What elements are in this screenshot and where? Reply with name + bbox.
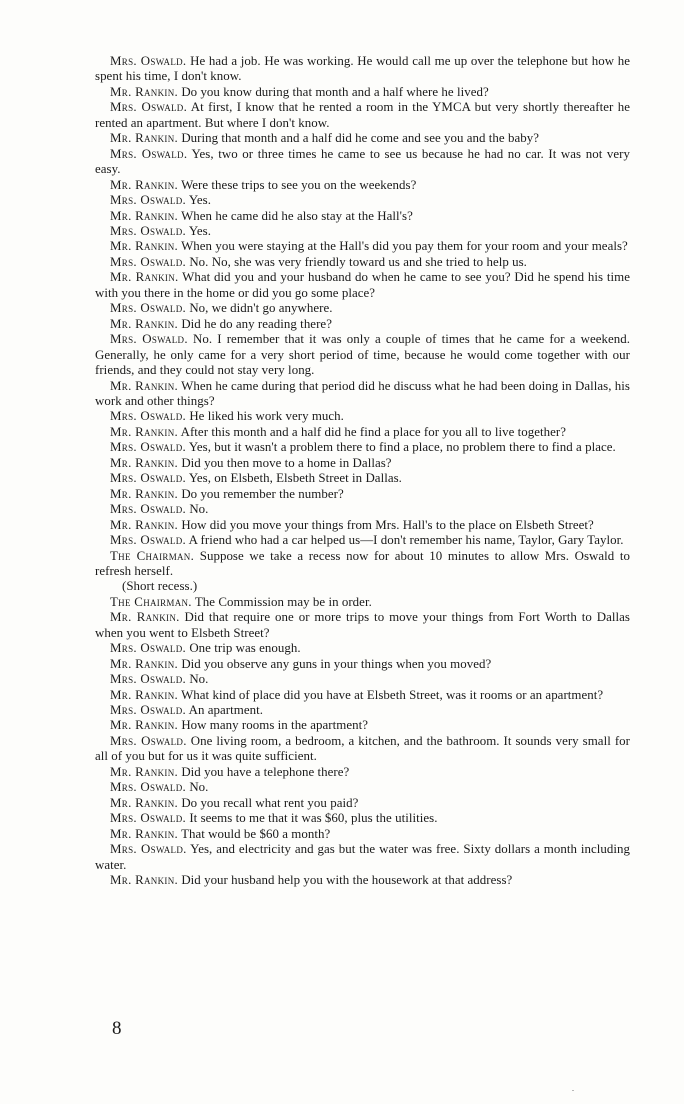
testimony-paragraph <box>95 209 630 224</box>
testimony-paragraph <box>95 224 630 239</box>
speaker-name: The Chairman. <box>110 594 192 609</box>
testimony-paragraph <box>95 796 630 811</box>
spoken-text: What did you and your husband do when he came to see you? Did he spend his time with you there in the home or did you go some place? <box>95 270 630 300</box>
testimony-paragraph <box>95 672 630 687</box>
testimony-paragraph <box>95 765 630 780</box>
speaker-name: Mr. Rankin. <box>110 764 179 779</box>
testimony-paragraph <box>95 440 630 455</box>
speaker-name: Mrs. Oswald. <box>110 301 187 316</box>
testimony-paragraph <box>95 703 630 718</box>
spoken-text: One living room, a bedroom, a kitchen, and the bathroom. It sounds very small for all of you but for us it was quite sufficient. <box>95 733 630 764</box>
testimony-paragraph <box>95 239 630 254</box>
speaker-name: Mr. Rankin. <box>110 455 179 470</box>
testimony-paragraph <box>95 657 630 672</box>
testimony-transcript <box>95 54 630 888</box>
speaker-name: Mr. Rankin. <box>110 84 179 99</box>
speaker-name: Mr. Rankin. <box>110 517 179 532</box>
testimony-paragraph <box>95 518 630 533</box>
speaker-name: The Chairman. <box>110 548 195 563</box>
spoken-text: One trip was enough. <box>189 641 301 656</box>
testimony-paragraph <box>95 502 630 517</box>
spoken-text: Did he do any reading there? <box>181 316 332 331</box>
scan-speck <box>572 1090 574 1091</box>
speaker-name: Mr. Rankin. <box>110 316 179 331</box>
testimony-paragraph <box>95 425 630 440</box>
testimony-paragraph <box>95 85 630 100</box>
testimony-paragraph <box>95 641 630 656</box>
speaker-name: Mrs. Oswald. <box>110 471 187 486</box>
speaker-name: Mrs. Oswald. <box>110 703 187 718</box>
speaker-name: Mrs. Oswald. <box>110 146 188 161</box>
speaker-name: Mrs. Oswald. <box>110 332 188 347</box>
spoken-text: Did you then move to a home in Dallas? <box>181 455 392 470</box>
speaker-name: Mrs. Oswald. <box>110 502 187 517</box>
speaker-name: Mrs. Oswald. <box>110 672 187 687</box>
spoken-text: After this month and a half did he find a place for you all to live together? <box>180 424 567 439</box>
testimony-paragraph <box>95 718 630 733</box>
speaker-name: Mr. Rankin. <box>110 687 179 702</box>
spoken-text: When you were staying at the Hall's did you pay them for your room and your meals? <box>181 239 628 254</box>
spoken-text: Were these trips to see you on the weekends? <box>181 177 417 192</box>
testimony-paragraph <box>95 255 630 270</box>
spoken-text: When he came did he also stay at the Hall's? <box>181 208 413 223</box>
spoken-text: Do you know during that month and a half where he lived? <box>181 84 489 99</box>
testimony-paragraph <box>95 147 630 178</box>
testimony-paragraph <box>95 471 630 486</box>
speaker-name: Mr. Rankin. <box>110 378 179 393</box>
testimony-paragraph <box>95 409 630 424</box>
testimony-paragraph <box>95 549 630 580</box>
spoken-text: No. <box>189 672 209 687</box>
spoken-text: No. I remember that it was only a couple of times that he came for a weekend. Generally, he only came for a very short period of time, because he would come together with our friends, and they could not stay very long. <box>95 332 631 378</box>
testimony-paragraph <box>95 811 630 826</box>
testimony-paragraph <box>95 487 630 502</box>
spoken-text: Yes. <box>188 223 212 238</box>
testimony-paragraph <box>95 54 630 85</box>
speaker-name: Mrs. Oswald. <box>110 54 187 68</box>
testimony-paragraph <box>95 332 630 378</box>
speaker-name: Mrs. Oswald. <box>110 533 187 548</box>
testimony-paragraph <box>95 317 630 332</box>
speaker-name: Mr. Rankin. <box>110 208 179 223</box>
testimony-paragraph <box>95 780 630 795</box>
spoken-text: Do you recall what rent you paid? <box>181 795 359 810</box>
speaker-name: Mrs. Oswald. <box>110 440 187 455</box>
speaker-name: Mrs. Oswald. <box>110 780 187 795</box>
speaker-name: Mrs. Oswald. <box>110 223 187 238</box>
speaker-name: Mr. Rankin. <box>110 424 179 439</box>
spoken-text: An apartment. <box>188 703 263 718</box>
speaker-name: Mr. Rankin. <box>110 873 179 888</box>
spoken-text: No. <box>189 780 209 795</box>
speaker-name: Mr. Rankin. <box>110 826 179 841</box>
testimony-paragraph <box>95 456 630 471</box>
spoken-text: No. <box>189 502 209 517</box>
speaker-name: Mr. Rankin. <box>110 486 179 501</box>
testimony-paragraph <box>95 100 630 131</box>
spoken-text: Did you observe any guns in your things when you moved? <box>181 656 492 671</box>
speaker-name: Mrs. Oswald. <box>110 811 187 826</box>
spoken-text: When he came during that period did he discuss what he had been doing in Dallas, his work and other things? <box>95 378 630 408</box>
spoken-text: Yes, but it wasn't a problem there to find a place, no problem there to find a place. <box>188 440 616 455</box>
testimony-paragraph <box>95 873 630 888</box>
spoken-text: During that month and a half did he come and see you and the baby? <box>181 131 539 146</box>
spoken-text: That would be $60 a month? <box>181 826 331 841</box>
testimony-paragraph <box>95 131 630 146</box>
speaker-name: Mrs. Oswald. <box>110 733 187 748</box>
speaker-name: Mrs. Oswald. <box>110 100 188 115</box>
speaker-name: Mrs. Oswald. <box>110 254 187 269</box>
spoken-text: Yes. <box>188 193 212 208</box>
spoken-text: He liked his work very much. <box>189 409 344 424</box>
spoken-text: At first, I know that he rented a room in the YMCA but very shortly thereafter he rented an apartment. But where I don't know. <box>95 100 630 130</box>
spoken-text: Yes, on Elsbeth, Elsbeth Street in Dallas. <box>188 471 402 486</box>
testimony-paragraph <box>95 379 630 410</box>
spoken-text: Yes, and electricity and gas but the water was free. Sixty dollars a month including water. <box>95 842 631 872</box>
spoken-text: It seems to me that it was $60, plus the utilities. <box>189 811 438 826</box>
speaker-name: Mr. Rankin. <box>110 239 179 254</box>
testimony-paragraph <box>95 827 630 842</box>
speaker-name: Mr. Rankin. <box>110 656 179 671</box>
spoken-text: The Commission may be in order. <box>194 594 372 609</box>
spoken-text: (Short recess.) <box>122 579 198 594</box>
speaker-name: Mr. Rankin. <box>110 270 179 285</box>
speaker-name: Mrs. Oswald. <box>110 641 187 656</box>
testimony-paragraph <box>95 610 630 641</box>
speaker-name: Mrs. Oswald. <box>110 842 187 857</box>
speaker-name: Mrs. Oswald. <box>110 409 187 424</box>
spoken-text: How did you move your things from Mrs. Hall's to the place on Elsbeth Street? <box>181 517 594 532</box>
spoken-text: Did that require one or more trips to move your things from Fort Worth to Dallas when you went to Elsbeth Street? <box>95 610 630 640</box>
speaker-name: Mr. Rankin. <box>110 795 179 810</box>
spoken-text: Did your husband help you with the housework at that address? <box>181 873 513 888</box>
page-number: 8 <box>112 1018 122 1039</box>
speaker-name: Mrs. Oswald. <box>110 193 187 208</box>
spoken-text: What kind of place did you have at Elsbeth Street, was it rooms or an apartment? <box>181 687 604 702</box>
spoken-text: Did you have a telephone there? <box>181 764 350 779</box>
spoken-text: Suppose we take a recess now for about 10 minutes to allow Mrs. Oswald to refresh herself. <box>95 548 630 578</box>
testimony-paragraph <box>95 734 630 765</box>
spoken-text: Do you remember the number? <box>181 486 344 501</box>
testimony-paragraph <box>95 193 630 208</box>
spoken-text: He had a job. He was working. He would call me up over the telephone but how he spent his time, I don't know. <box>95 54 630 84</box>
testimony-paragraph <box>95 301 630 316</box>
testimony-paragraph <box>95 595 630 610</box>
testimony-paragraph <box>95 533 630 548</box>
speaker-name: Mr. Rankin. <box>110 718 179 733</box>
testimony-paragraph <box>95 842 630 873</box>
spoken-text: How many rooms in the apartment? <box>181 718 368 733</box>
testimony-paragraph <box>95 688 630 703</box>
spoken-text: No. No, she was very friendly toward us and she tried to help us. <box>189 254 527 269</box>
spoken-text: Yes, two or three times he came to see us because he had no car. It was not very easy. <box>95 146 631 177</box>
speaker-name: Mr. Rankin. <box>110 131 179 146</box>
speaker-name: Mr. Rankin. <box>110 177 179 192</box>
stage-direction <box>95 579 630 594</box>
spoken-text: No, we didn't go anywhere. <box>189 301 333 316</box>
speaker-name: Mr. Rankin. <box>110 610 180 625</box>
spoken-text: A friend who had a car helped us—I don't remember his name, Taylor, Gary Taylor. <box>188 533 624 548</box>
testimony-paragraph <box>95 270 630 301</box>
testimony-paragraph <box>95 178 630 193</box>
